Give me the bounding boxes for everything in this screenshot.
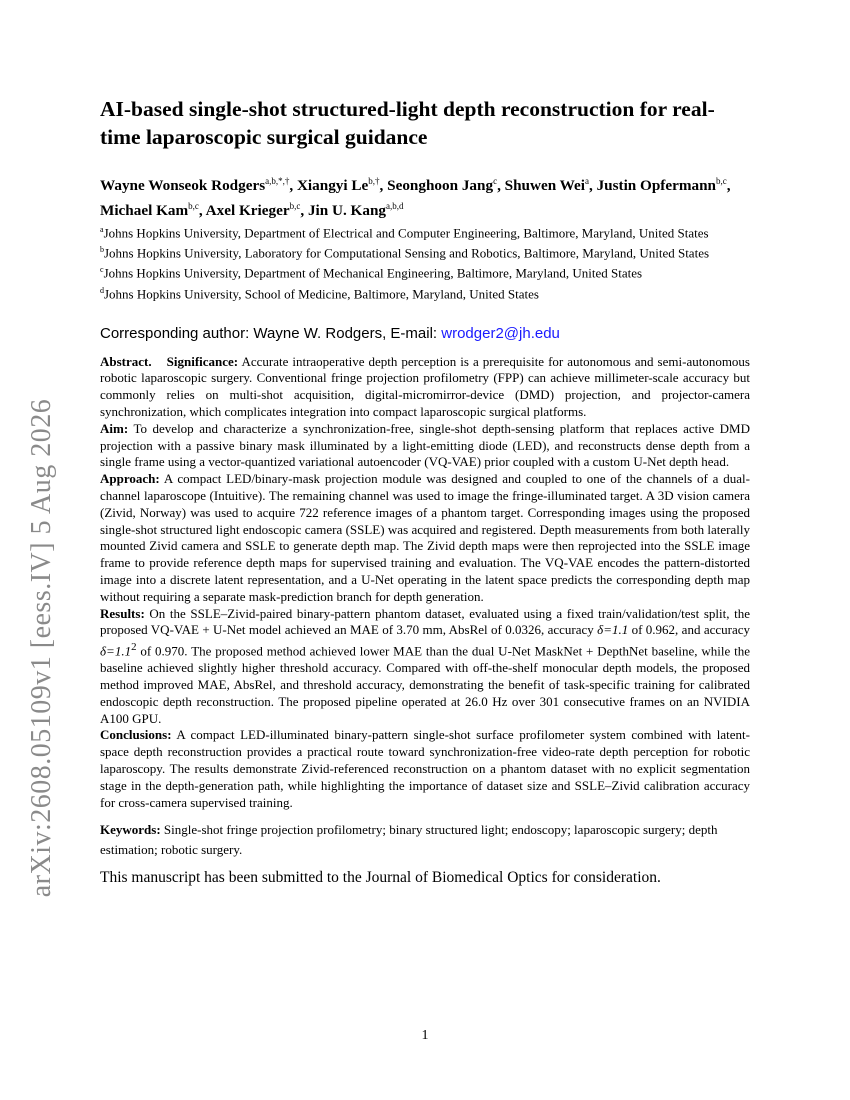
aim-label: Aim: <box>100 420 129 436</box>
results-text-1: On the SSLE–Zivid-paired binary-pattern phantom dataset, evaluated using a fixed train/validation/test split, the proposed VQ-VAE + U-Net model achieved an MAE of 3.70 mm, AbsRel of 0.0326, accuracy <box>100 605 751 638</box>
affiliation-item <box>100 222 750 242</box>
affiliation-list <box>100 222 750 303</box>
author-name: Seonghoon Jang <box>387 177 494 195</box>
author-affiliation-mark: c <box>493 176 498 186</box>
results-delta-2-exponent: 2 <box>131 641 137 654</box>
conclusions-text: A compact LED-illuminated binary-pattern single-shot surface profilometer system combined with latent-space depth reconstruction provides a practical route toward synchronization-free video-rate depth perception for robotic laparoscopy. The results demonstrate Zivid-referenced reconstruction on a phantom dataset with no explicit segmentation stage in the depth-generation path, while highlighting the importance of dataset size and SSLE–Zivid calibration accuracy for cross-camera supervised training. <box>100 727 750 810</box>
keywords-text: Single-shot fringe projection profilometry; binary structured light; endoscopy; laparoscopic surgery; depth estimation; robotic surgery. <box>100 822 718 858</box>
author-separator: , <box>726 177 731 195</box>
author-separator: , <box>379 177 388 195</box>
author-affiliation-mark: a,b,d <box>386 201 404 212</box>
author-name: Shuwen Wei <box>504 177 585 195</box>
abstract-conclusions <box>100 727 750 811</box>
author-list <box>100 171 750 221</box>
abstract <box>100 354 750 812</box>
affiliation-mark: c <box>100 265 104 275</box>
abstract-results <box>100 606 750 728</box>
author-name: Justin Opfermann <box>596 177 716 195</box>
author-separator: , <box>300 202 308 220</box>
affiliation-text: Johns Hopkins University, Department of Mechanical Engineering, Baltimore, Maryland, United States <box>103 265 643 281</box>
author-affiliation-mark: b,c <box>716 176 727 186</box>
author-affiliation-mark: b,† <box>368 176 380 186</box>
approach-label: Approach: <box>100 471 160 487</box>
author-name: Xiangyi Le <box>296 177 369 195</box>
author-separator: , <box>289 177 297 195</box>
paper-content <box>100 95 750 887</box>
arxiv-identifier: arXiv:2608.05109v1 [eess.IV] 5 Aug 2026 <box>26 398 57 898</box>
results-text-2: of 0.962, and accuracy <box>628 622 750 638</box>
author-separator: , <box>198 202 206 220</box>
author-affiliation-mark: a <box>584 176 589 186</box>
author-affiliation-mark: b,c <box>188 201 199 212</box>
abstract-significance <box>100 354 750 421</box>
author-name: Michael Kam <box>100 202 189 220</box>
affiliation-mark: d <box>100 285 104 295</box>
keywords <box>100 820 750 860</box>
affiliation-item <box>100 262 750 282</box>
approach-text: A compact LED/binary-mask projection module was designed and coupled to one of the channels of a dual-channel laparoscope (Intuitive). The remaining channel was used to image the fringe-illuminated target. A 3D vision camera (Zivid, Norway) was used to acquire 722 reference images of a phantom target. Corresponding images using the proposed single-shot structured light endoscopic camera (SSLE) was acquired and registered. Depth measurements from both laterally mounted Zivid camera and SSLE to generate depth map. The Zivid depth maps were then reprojected into the SSLE image frame to provide reference depth maps for supervised training and evaluation. The VQ-VAE encodes the pattern-distorted image into a discrete latent representation, and a U-Net operating in the latent space predicts the corresponding depth map without requiring a separate mask-prediction branch for depth generation. <box>100 471 750 604</box>
affiliation-mark: a <box>100 225 104 235</box>
affiliation-item <box>100 283 750 303</box>
arxiv-sidebar <box>22 398 62 898</box>
author-name: Axel Krieger <box>205 202 290 220</box>
keywords-label: Keywords: <box>100 822 161 838</box>
abstract-aim <box>100 421 750 471</box>
corresponding-author <box>100 325 750 342</box>
author-name: Wayne Wonseok Rodgers <box>100 177 266 195</box>
results-delta-2: δ=1.1 <box>100 643 132 659</box>
author-name: Jin U. Kang <box>307 202 387 220</box>
affiliation-text: Johns Hopkins University, School of Medicine, Baltimore, Maryland, United States <box>104 285 539 301</box>
author-affiliation-mark: b,c <box>289 201 301 212</box>
significance-text: Accurate intraoperative depth perception is a prerequisite for autonomous and semi-autonomous robotic laparoscopic surgery. Conventional fringe projection profilometry (FPP) can achieve millimeter-scale accuracy but commonly relies on multi-shot acquisition, digital-micromirror-device (DMD) projection, and projector-camera synchronization, which complicates integration into compact laparoscopic surgical platforms. <box>100 353 750 420</box>
page-number: 1 <box>421 1028 429 1043</box>
submission-note: This manuscript has been submitted to the Journal of Biomedical Optics for consideration. <box>100 869 661 887</box>
author-separator: , <box>497 177 505 195</box>
affiliation-mark: b <box>100 245 104 255</box>
author-separator: , <box>588 177 597 195</box>
abstract-label: Abstract. <box>100 353 152 369</box>
email-link[interactable]: wrodger2@jh.edu <box>441 324 560 342</box>
conclusions-label: Conclusions: <box>100 727 172 743</box>
results-delta-1: δ=1.1 <box>597 622 629 638</box>
results-text-3: of 0.970. The proposed method achieved lower MAE than the dual U-Net MaskNet + DepthNet baseline, while the baseline achieved slightly higher threshold accuracy. Compared with off-the-shelf monocular depth models, the proposed method improved MAE, AbsRel, and threshold accuracy, demonstrating the benefit of task-specific training for calibrated endoscopic depth reconstruction. The proposed pipeline operated at 26.0 Hz over 301 consecutive frames on an NVIDIA A100 GPU. <box>100 643 750 726</box>
abstract-approach <box>100 471 750 605</box>
affiliation-item <box>100 242 750 262</box>
corresponding-label: Corresponding author: Wayne W. Rodgers, E-mail: <box>100 324 442 342</box>
affiliation-text: Johns Hopkins University, Laboratory for Computational Sensing and Robotics, Baltimore, Maryland, United States <box>104 245 710 261</box>
author-affiliation-mark: a,b,*,† <box>265 176 290 186</box>
paper-title: AI-based single-shot structured-light depth reconstruction for real-time laparoscopic surgical guidance <box>100 97 715 149</box>
affiliation-text: Johns Hopkins University, Department of Electrical and Computer Engineering, Baltimore, Maryland, United States <box>103 225 709 241</box>
significance-label: Significance: <box>166 353 239 369</box>
results-label: Results: <box>100 605 145 621</box>
aim-text: To develop and characterize a synchronization-free, single-shot depth-sensing platform that replaces active DMD projection with a passive binary mask illuminated by a light-emitting diode (LED), and reconstructs dense depth from a single frame using a vector-quantized variational autoencoder (VQ-VAE) prior coupled with a custom U-Net depth head. <box>100 420 751 470</box>
